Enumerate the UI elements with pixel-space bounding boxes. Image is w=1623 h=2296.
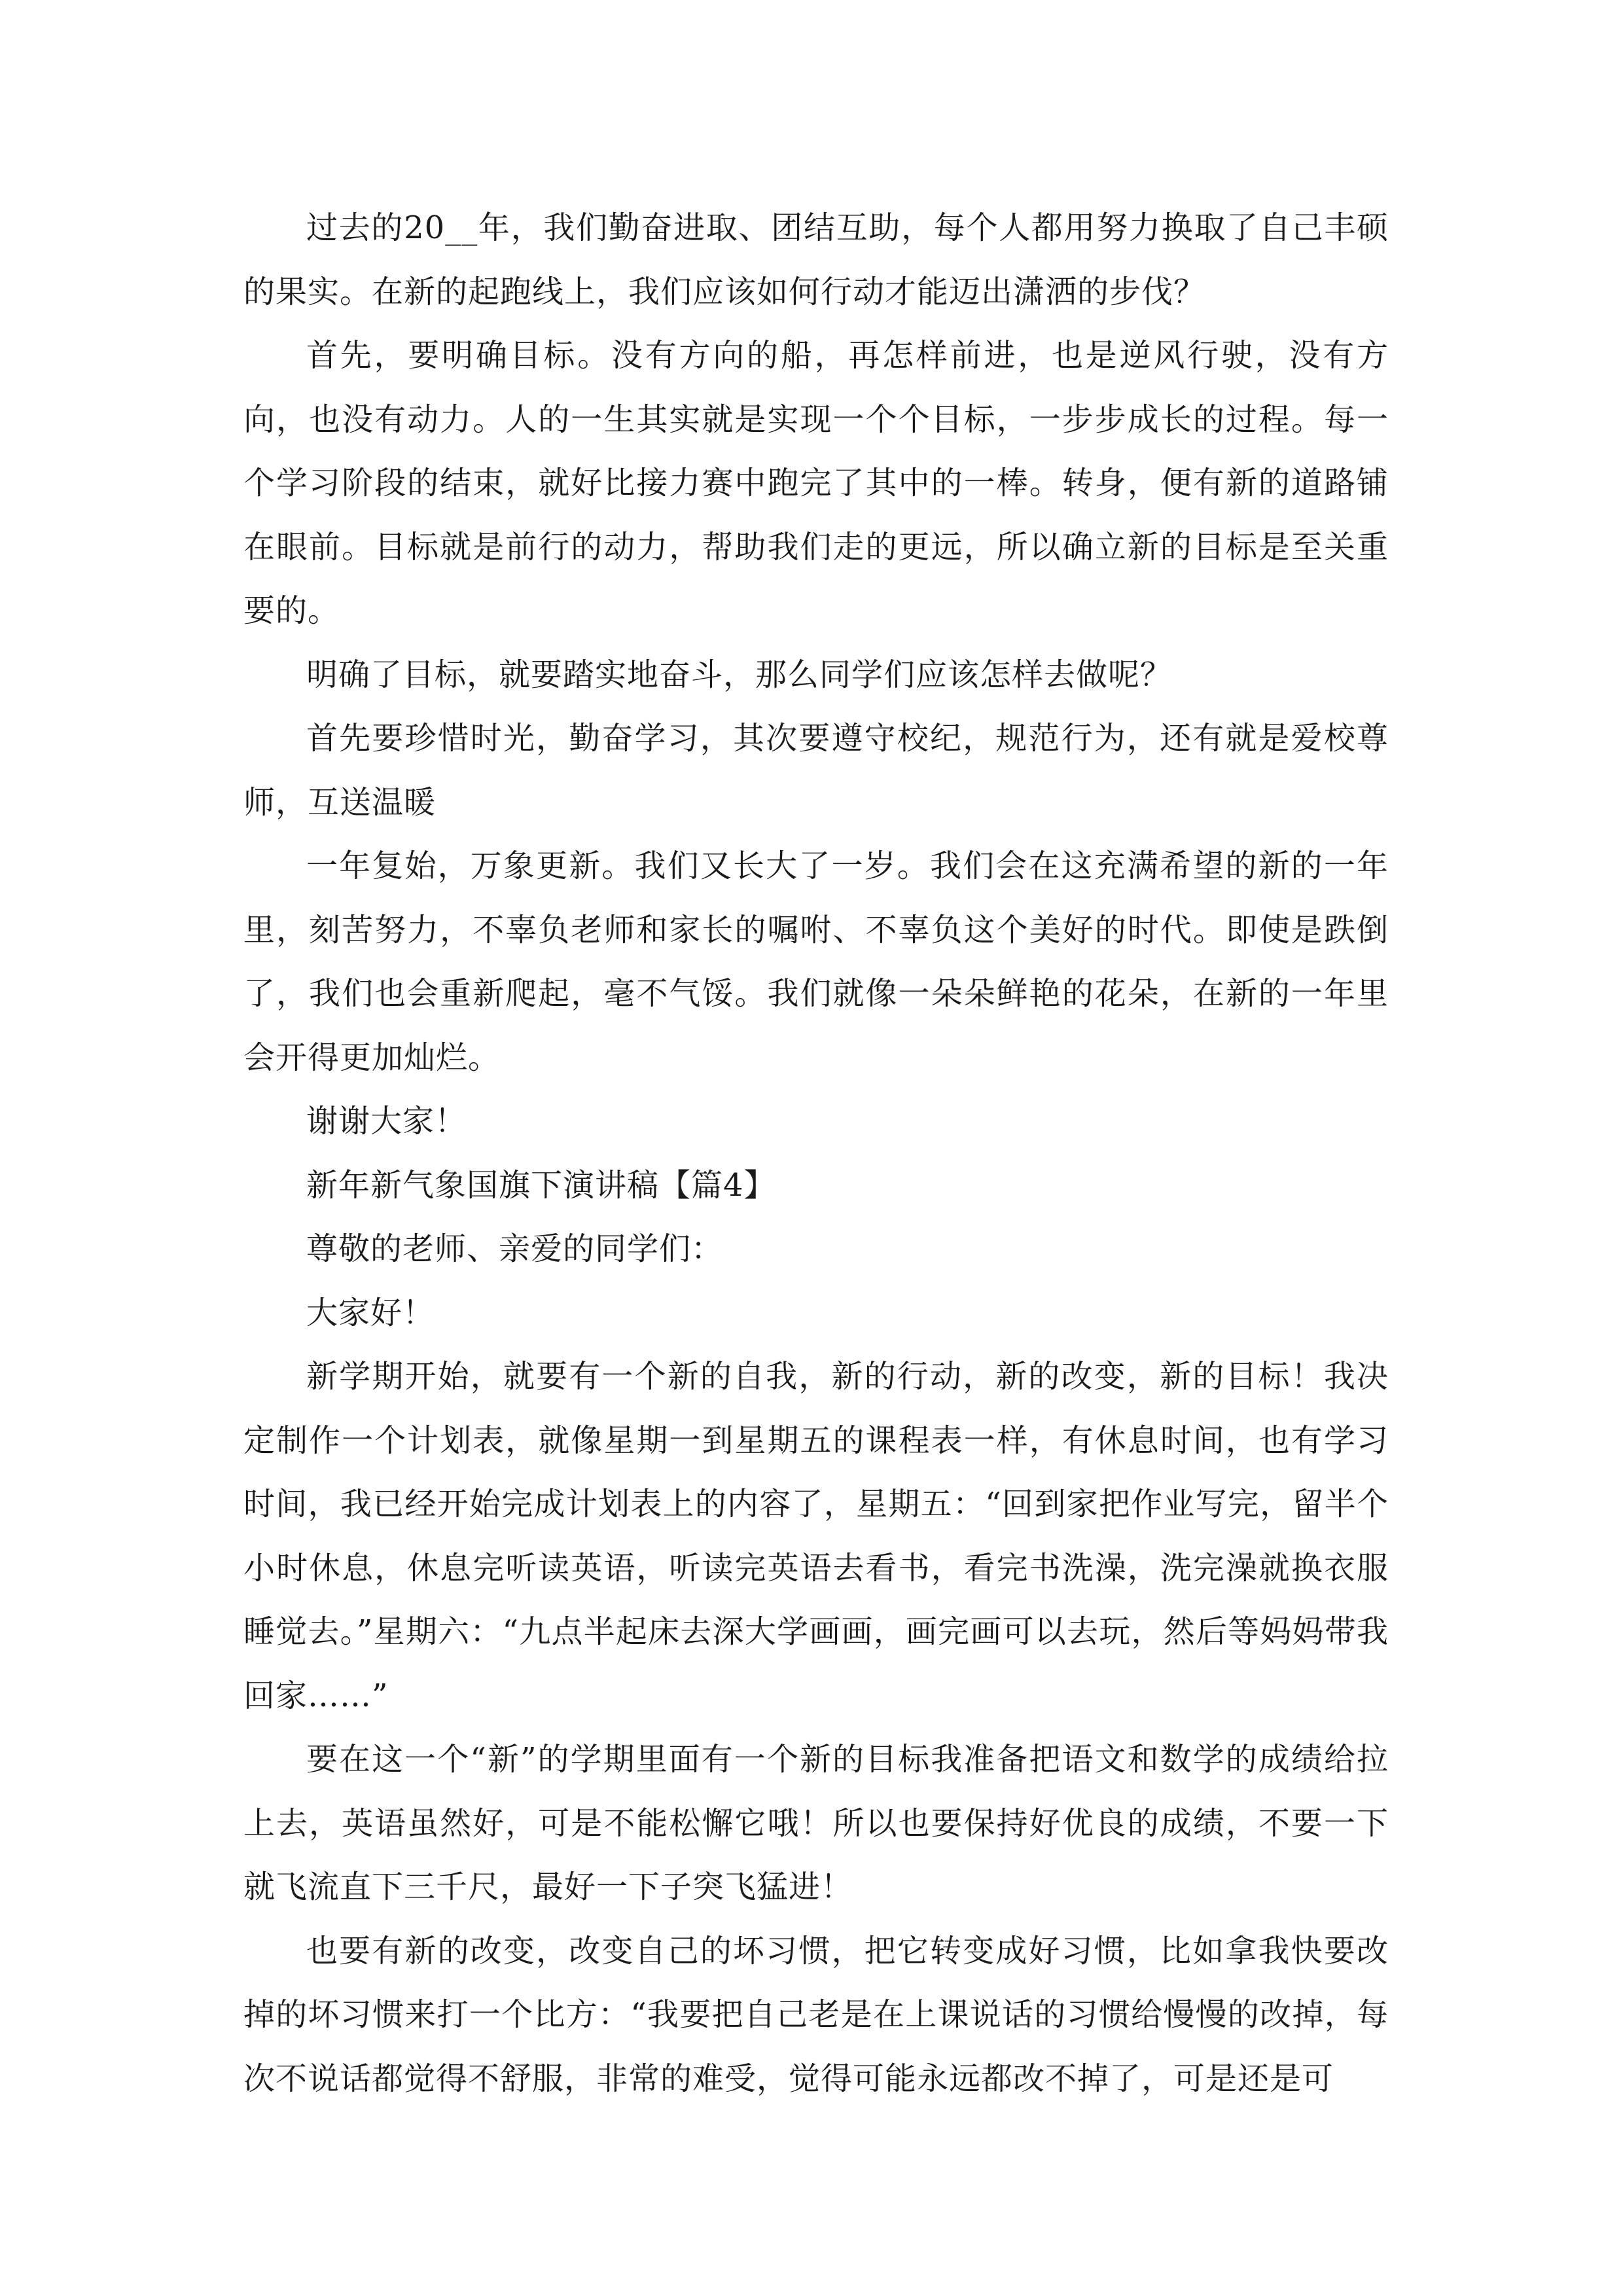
paragraph-cherish-time: 首先要珍惜时光，勤奋学习，其次要遵守校纪，规范行为，还有就是爱校尊师，互送温暖 <box>243 720 1389 821</box>
paragraph-set-goals: 首先，要明确目标。没有方向的船，再怎样前进，也是逆风行驶，没有方向，也没有动力。人的一生其实就是实现一个个目标，一步步成长的过程。每一个学习阶段的结束，就好比接力赛中跑完了其中的一棒。转身，便有新的道路铺在眼前。目标就是前行的动力，帮助我们走的更远，所以确立新的目标是至关重要的。 <box>243 337 1389 629</box>
paragraph-new-goal: 要在这一个“新”的学期里面有一个新的目标我准备把语文和数学的成绩给拉上去，英语虽然好，可是不能松懈它哦！所以也要保持好优良的成绩，不要一下就飞流直下三千尺，最好一下子突飞猛进！ <box>243 1741 1389 1905</box>
paragraph-thanks: 谢谢大家！ <box>306 1103 467 1139</box>
greeting: 大家好！ <box>306 1294 435 1331</box>
paragraph-review-past-year: 过去的20__年，我们勤奋进取、团结互助，每个人都用努力换取了自己丰硕的果实。在新的起跑线上，我们应该如何行动才能迈出潇洒的步伐？ <box>243 209 1389 310</box>
paragraph-new-semester-plan: 新学期开始，就要有一个新的自我，新的行动，新的改变，新的目标！我决定制作一个计划表，就像星期一到星期五的课程表一样，有休息时间，也有学习时间，我已经开始完成计划表上的内容了，星期五：“回到家把作业写完，留半个小时休息，休息完听读英语，听读完英语去看书，看完书洗澡，洗完澡就换衣服睡觉去。”星期六：“九点半起床去深大学画画，画完画可以去玩，然后等妈妈带我回家……” <box>243 1358 1389 1714</box>
document-body <box>243 196 1389 2111</box>
paragraph-how-to-strive: 明确了目标，就要踏实地奋斗，那么同学们应该怎样去做呢？ <box>306 656 1173 693</box>
salutation: 尊敬的老师、亲爱的同学们： <box>306 1230 724 1267</box>
section-title: 新年新气象国旗下演讲稿【篇4】 <box>306 1166 776 1204</box>
paragraph-new-year-hope: 一年复始，万象更新。我们又长大了一岁。我们会在这充满希望的新的一年里，刻苦努力，不辜负老师和家长的嘱咐、不辜负这个美好的时代。即使是跌倒了，我们也会重新爬起，毫不气馁。我们就像一朵朵鲜艳的花朵，在新的一年里会开得更加灿烂。 <box>243 848 1389 1076</box>
paragraph-new-change: 也要有新的改变，改变自己的坏习惯，把它转变成好习惯，比如拿我快要改掉的坏习惯来打一个比方：“我要把自己老是在上课说话的习惯给慢慢的改掉，每次不说话都觉得不舒服，非常的难受，觉得可能永远都改不掉了，可是还是可 <box>243 1932 1389 2097</box>
